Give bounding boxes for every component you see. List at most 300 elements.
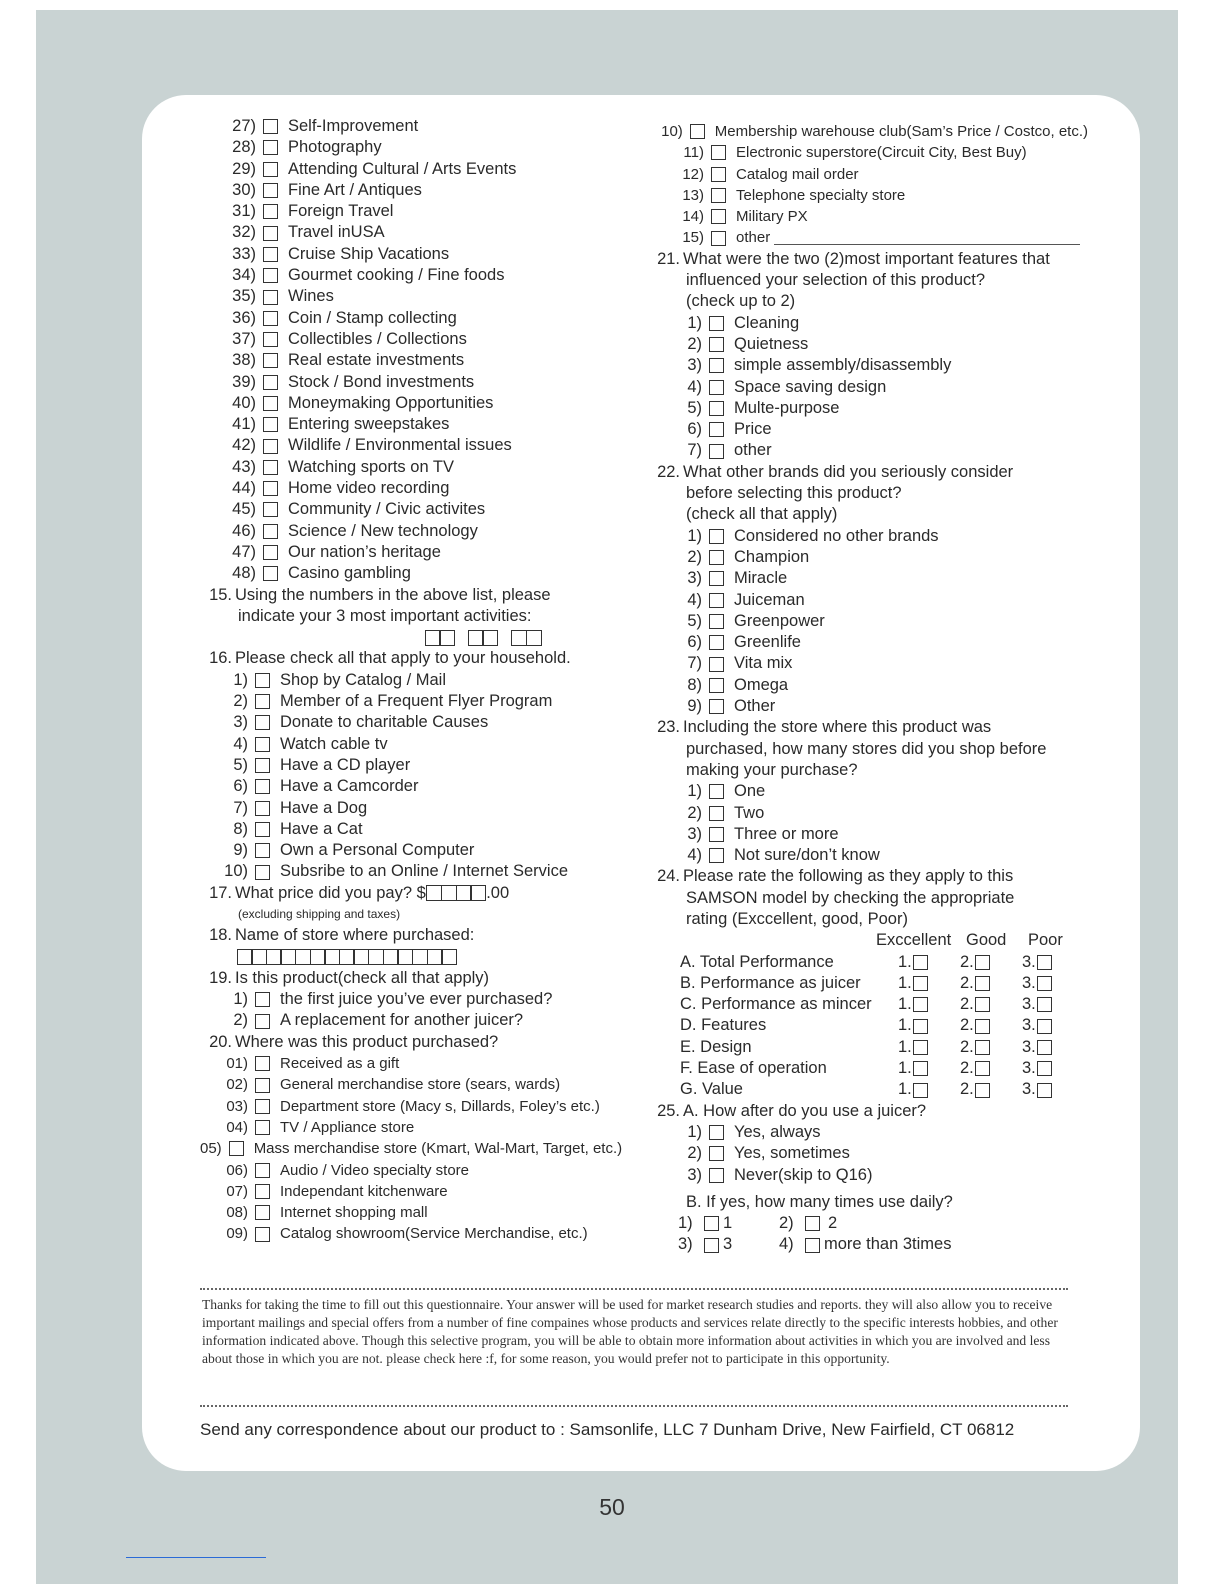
store-name-input[interactable]: [238, 949, 457, 965]
option-number: 04): [226, 1118, 248, 1136]
store-type-option: [648, 227, 1088, 248]
question-text: Including the store where this product was: [683, 718, 992, 737]
feature-checkbox[interactable]: [709, 358, 724, 373]
activity-option: [200, 116, 620, 137]
option-number: 1): [687, 1122, 702, 1141]
activity-checkbox[interactable]: [263, 417, 278, 432]
option-label: Stock / Bond investments: [288, 372, 475, 391]
rating-option-number: 1.: [898, 1080, 912, 1099]
option-number: 2): [687, 1144, 702, 1163]
store-type-checkbox[interactable]: [229, 1141, 244, 1156]
feature-checkbox[interactable]: [709, 316, 724, 331]
option-label: Wines: [288, 287, 334, 306]
option-label: Champion: [734, 547, 810, 566]
price-input[interactable]: [428, 885, 486, 901]
question-number: 23.: [657, 718, 680, 737]
option-number: 4): [687, 590, 702, 609]
divider: [200, 1288, 1068, 1290]
q25b-option-4-checkbox[interactable]: [805, 1238, 820, 1253]
rating-label: G. Value: [680, 1080, 743, 1099]
rating-table: [648, 952, 1088, 1101]
option-number: 38): [232, 351, 256, 370]
usage-checkbox[interactable]: [709, 1146, 724, 1161]
q25b-options-row-2: [648, 1234, 1088, 1255]
brand-checkbox[interactable]: [709, 657, 724, 672]
rating-option: [960, 1037, 1022, 1058]
rating-checkbox[interactable]: [975, 1083, 990, 1098]
rating-checkbox[interactable]: [913, 1019, 928, 1034]
feature-checkbox[interactable]: [709, 422, 724, 437]
option-number: 3): [687, 824, 702, 843]
option-label: Coin / Stamp collecting: [288, 308, 457, 327]
rating-checkbox[interactable]: [1037, 1083, 1052, 1098]
option-number: 7): [687, 441, 702, 460]
activity-checkbox[interactable]: [263, 290, 278, 305]
option-number: 44): [232, 479, 256, 498]
option-number: 28): [232, 138, 256, 157]
activity-rank-2-input[interactable]: [469, 630, 498, 646]
rating-option-number: 2.: [960, 1080, 974, 1099]
option-number: 02): [226, 1076, 248, 1094]
rating-checkbox[interactable]: [1037, 1040, 1052, 1055]
option-number: 1): [687, 782, 702, 801]
household-checkbox[interactable]: [255, 822, 270, 837]
option-label: Have a Cat: [280, 819, 363, 838]
store-type-checkbox[interactable]: [711, 209, 726, 224]
activity-checkbox[interactable]: [263, 460, 278, 475]
activity-option: [200, 499, 620, 520]
activity-checkbox[interactable]: [263, 332, 278, 347]
option-number: 8): [687, 675, 702, 694]
brand-option: [648, 696, 1088, 717]
option-number: 3): [687, 1165, 702, 1184]
rating-header: [648, 930, 1088, 951]
option-number: 31): [232, 202, 256, 221]
option-label: more than 3times: [824, 1235, 952, 1254]
option-number: 39): [232, 372, 256, 391]
household-checkbox[interactable]: [255, 715, 270, 730]
rating-header-good: Good: [966, 931, 1007, 950]
rating-checkbox[interactable]: [913, 1083, 928, 1098]
product-type-option: [200, 1010, 620, 1031]
question-21: [648, 249, 1088, 462]
option-number: 48): [232, 564, 256, 583]
question-number: 17.: [209, 883, 232, 902]
store-count-checkbox[interactable]: [709, 784, 724, 799]
activity-checkbox[interactable]: [263, 396, 278, 411]
activity-checkbox[interactable]: [263, 439, 278, 454]
q25b-options-row-1: [648, 1213, 1088, 1234]
rating-checkbox[interactable]: [1037, 976, 1052, 991]
option-label: Moneymaking Opportunities: [288, 393, 494, 412]
brand-option: [648, 675, 1088, 696]
option-number: 7): [233, 798, 248, 817]
activity-option: [200, 286, 620, 307]
activity-checkbox[interactable]: [263, 247, 278, 262]
other-store-input[interactable]: [774, 232, 1080, 245]
brand-checkbox[interactable]: [709, 529, 724, 544]
option-label: Cleaning: [734, 313, 800, 332]
option-label: Entering sweepstakes: [288, 415, 450, 434]
rating-option-number: 1.: [898, 995, 912, 1014]
rating-checkbox[interactable]: [1037, 955, 1052, 970]
usage-checkbox[interactable]: [709, 1125, 724, 1140]
activity-option: [200, 521, 620, 542]
option-label: Fine Art / Antiques: [288, 180, 422, 199]
page-number: 50: [599, 1494, 625, 1520]
option-number: 15): [682, 229, 704, 247]
option-number: 3): [687, 569, 702, 588]
option-label: Attending Cultural / Arts Events: [288, 159, 517, 178]
rating-checkbox[interactable]: [975, 955, 990, 970]
store-type-checkbox[interactable]: [255, 1184, 270, 1199]
option-label: Casino gambling: [288, 564, 411, 583]
usage-checkbox[interactable]: [709, 1168, 724, 1183]
store-type-checkbox[interactable]: [255, 1099, 270, 1114]
option-label: Two: [734, 803, 765, 822]
activity-checkbox[interactable]: [263, 183, 278, 198]
store-type-option: [648, 185, 1088, 206]
activity-checkbox[interactable]: [263, 566, 278, 581]
rating-option: [1022, 1015, 1084, 1036]
rating-checkbox[interactable]: [1037, 1019, 1052, 1034]
q22-options: [648, 526, 1088, 718]
option-label: A replacement for another juicer?: [280, 1011, 524, 1030]
question-text: Using the numbers in the above list, please: [235, 585, 551, 604]
rating-label: C. Performance as mincer: [680, 995, 872, 1014]
question-number: 18.: [209, 926, 232, 945]
option-label: Received as a gift: [280, 1055, 400, 1073]
option-label: Have a Camcorder: [280, 777, 419, 796]
activity-checkbox[interactable]: [263, 545, 278, 560]
option-label: Gourmet cooking / Fine foods: [288, 266, 505, 285]
product-type-checkbox[interactable]: [255, 1014, 270, 1029]
rating-option: [898, 994, 960, 1015]
store-type-checkbox[interactable]: [255, 1227, 270, 1242]
rating-option: [898, 952, 960, 973]
option-number: 14): [682, 208, 704, 226]
store-count-option: [648, 803, 1088, 824]
rating-checkbox[interactable]: [913, 1040, 928, 1055]
store-type-checkbox[interactable]: [255, 1056, 270, 1071]
option-label: Home video recording: [288, 479, 450, 498]
option-number: 34): [232, 266, 256, 285]
rating-checkbox[interactable]: [1037, 997, 1052, 1012]
rating-checkbox[interactable]: [913, 997, 928, 1012]
feature-option: [648, 313, 1088, 334]
activity-checkbox[interactable]: [263, 524, 278, 539]
brand-checkbox[interactable]: [709, 614, 724, 629]
brand-checkbox[interactable]: [709, 635, 724, 650]
option-number: 7): [687, 654, 702, 673]
question-number: 16.: [209, 649, 232, 668]
brand-checkbox[interactable]: [709, 550, 724, 565]
rating-option-number: 2.: [960, 952, 974, 971]
option-number: 6): [687, 420, 702, 439]
household-option: [200, 734, 620, 755]
store-type-option: [200, 1181, 620, 1202]
brand-checkbox[interactable]: [709, 571, 724, 586]
question-20: [200, 1032, 623, 1245]
rating-checkbox[interactable]: [913, 976, 928, 991]
question-22: [648, 462, 1088, 718]
option-number: 03): [226, 1097, 248, 1115]
option-number: 2): [233, 692, 248, 711]
question-number: 24.: [657, 867, 680, 886]
option-label: Quietness: [734, 334, 809, 353]
option-label: Other: [734, 697, 776, 716]
option-number: 2): [687, 547, 702, 566]
option-label: Electronic superstore(Circuit City, Best Buy): [736, 144, 1027, 162]
option-number: 33): [232, 244, 256, 263]
rating-option-number: 2.: [960, 995, 974, 1014]
activity-checkbox[interactable]: [263, 119, 278, 134]
feature-option: [648, 398, 1088, 419]
option-label: Miracle: [734, 569, 788, 588]
household-checkbox[interactable]: [255, 694, 270, 709]
household-checkbox[interactable]: [255, 737, 270, 752]
option-number: 42): [232, 436, 256, 455]
rating-option-number: 3.: [1022, 995, 1036, 1014]
store-type-checkbox[interactable]: [255, 1078, 270, 1093]
rating-option: [898, 973, 960, 994]
q23-options: [648, 781, 1088, 866]
store-type-option: [200, 1138, 623, 1159]
rating-label: A. Total Performance: [680, 952, 834, 971]
price-note: (excluding shipping and taxes): [238, 906, 401, 921]
rating-checkbox[interactable]: [975, 1061, 990, 1076]
option-label: One: [734, 782, 766, 801]
option-number: 2): [687, 803, 702, 822]
option-label: Telephone specialty store: [736, 186, 906, 204]
activity-checkbox[interactable]: [263, 311, 278, 326]
activities-list: [200, 116, 620, 585]
option-number: 3): [233, 713, 248, 732]
option-label: Own a Personal Computer: [280, 841, 475, 860]
store-type-checkbox[interactable]: [711, 188, 726, 203]
feature-checkbox[interactable]: [709, 401, 724, 416]
contact-address: Send any correspondence about our product to : Samsonlife, LLC 7 Dunham Drive, New Fairfield, CT 06812: [200, 1420, 1015, 1439]
rating-option-number: 2.: [960, 1037, 974, 1056]
activity-option: [200, 563, 620, 584]
rating-checkbox[interactable]: [975, 976, 990, 991]
option-label: Watch cable tv: [280, 734, 388, 753]
feature-checkbox[interactable]: [709, 380, 724, 395]
rating-option-number: 3.: [1022, 1080, 1036, 1099]
store-type-checkbox[interactable]: [711, 145, 726, 160]
option-label: Not sure/don’t know: [734, 846, 880, 865]
right-column: [648, 121, 1088, 1256]
option-number: 1): [678, 1214, 693, 1233]
option-number: 13): [682, 186, 704, 204]
rating-row: [648, 1037, 1088, 1058]
activity-rank-1-input[interactable]: [426, 630, 455, 646]
brand-checkbox[interactable]: [709, 678, 724, 693]
option-number: 4): [687, 846, 702, 865]
store-type-checkbox[interactable]: [711, 231, 726, 246]
store-count-checkbox[interactable]: [709, 848, 724, 863]
rating-row: [648, 994, 1088, 1015]
activity-checkbox[interactable]: [263, 140, 278, 155]
household-option: [200, 776, 620, 797]
store-count-checkbox[interactable]: [709, 827, 724, 842]
feature-checkbox[interactable]: [709, 337, 724, 352]
option-label: 3: [723, 1235, 733, 1254]
brand-option: [648, 632, 1088, 653]
rating-option: [1022, 1037, 1084, 1058]
product-type-checkbox[interactable]: [255, 992, 270, 1007]
link-underline: [126, 1557, 266, 1558]
q25b-option-2-checkbox[interactable]: [805, 1216, 820, 1231]
rating-checkbox[interactable]: [913, 955, 928, 970]
option-label: Internet shopping mall: [280, 1204, 428, 1222]
rating-label: D. Features: [680, 1016, 767, 1035]
store-type-checkbox[interactable]: [711, 167, 726, 182]
q20-options: [200, 1053, 623, 1245]
household-checkbox[interactable]: [255, 673, 270, 688]
option-number: 11): [683, 144, 704, 162]
store-count-checkbox[interactable]: [709, 806, 724, 821]
option-number: 4): [687, 377, 702, 396]
brand-checkbox[interactable]: [709, 699, 724, 714]
option-number: 1): [233, 670, 248, 689]
q16-options: [200, 670, 620, 883]
store-count-option: [648, 824, 1088, 845]
activity-option: [200, 393, 620, 414]
option-number: 4): [233, 734, 248, 753]
option-number: 2): [687, 334, 702, 353]
option-label: Subsribe to an Online / Internet Service: [280, 862, 568, 881]
option-number: 1): [687, 313, 702, 332]
rating-option: [898, 1079, 960, 1100]
store-count-option: [648, 781, 1088, 802]
activity-rank-3-input[interactable]: [512, 630, 541, 646]
feature-option: [648, 334, 1088, 355]
activity-option: [200, 414, 620, 435]
household-option: [200, 691, 620, 712]
store-type-option: [648, 121, 1088, 142]
q25b-option-1-checkbox[interactable]: [704, 1216, 719, 1231]
activity-checkbox[interactable]: [263, 502, 278, 517]
option-label: other: [736, 229, 771, 247]
rating-option-number: 3.: [1022, 973, 1036, 992]
q25b-option-3-checkbox[interactable]: [704, 1238, 719, 1253]
feature-option: [648, 440, 1088, 461]
option-number: 4): [779, 1235, 794, 1254]
brand-checkbox[interactable]: [709, 593, 724, 608]
q20-options-continued: [648, 121, 1088, 249]
household-checkbox[interactable]: [255, 865, 270, 880]
option-label: Audio / Video specialty store: [280, 1161, 470, 1179]
question-text: purchased, how many stores did you shop before: [686, 739, 1047, 758]
store-type-option: [200, 1202, 620, 1223]
household-option: [200, 861, 620, 882]
option-label: Never(skip to Q16): [734, 1165, 873, 1184]
activity-checkbox[interactable]: [263, 226, 278, 241]
question-text: SAMSON model by checking the appropriate: [686, 888, 1015, 907]
household-checkbox[interactable]: [255, 843, 270, 858]
rating-option: [960, 952, 1022, 973]
activity-option: [200, 222, 620, 243]
brand-option: [648, 526, 1088, 547]
question-23: [648, 717, 1088, 866]
store-type-checkbox[interactable]: [690, 124, 705, 139]
household-option: [200, 755, 620, 776]
household-checkbox[interactable]: [255, 779, 270, 794]
store-type-checkbox[interactable]: [255, 1205, 270, 1220]
feature-checkbox[interactable]: [709, 444, 724, 459]
store-type-checkbox[interactable]: [255, 1120, 270, 1135]
store-type-checkbox[interactable]: [255, 1163, 270, 1178]
option-number: 36): [232, 308, 256, 327]
option-label: Juiceman: [734, 590, 805, 609]
question-number: 21.: [657, 249, 680, 268]
option-label: Catalog showroom(Service Merchandise, etc.): [280, 1225, 588, 1243]
option-number: 07): [226, 1182, 248, 1200]
rating-checkbox[interactable]: [975, 1019, 990, 1034]
household-checkbox[interactable]: [255, 758, 270, 773]
option-number: 30): [232, 180, 256, 199]
option-label: Have a CD player: [280, 755, 411, 774]
activity-checkbox[interactable]: [263, 353, 278, 368]
activity-checkbox[interactable]: [263, 204, 278, 219]
rating-checkbox[interactable]: [913, 1061, 928, 1076]
option-number: 47): [232, 542, 256, 561]
store-type-option: [648, 206, 1088, 227]
activity-option: [200, 457, 620, 478]
rating-checkbox[interactable]: [1037, 1061, 1052, 1076]
option-label: the first juice you’ve ever purchased?: [280, 990, 553, 1009]
activity-checkbox[interactable]: [263, 375, 278, 390]
option-label: Foreign Travel: [288, 202, 394, 221]
store-type-option: [200, 1223, 620, 1244]
rating-option: [960, 973, 1022, 994]
store-count-option: [648, 845, 1088, 866]
rating-option-number: 2.: [960, 973, 974, 992]
activity-option: [200, 372, 620, 393]
question-text: What were the two (2)most important features that: [683, 249, 1050, 268]
option-label: Catalog mail order: [736, 165, 859, 183]
rating-row: [648, 973, 1088, 994]
rating-option: [960, 1079, 1022, 1100]
rating-option-number: 3.: [1022, 1059, 1036, 1078]
brand-option: [648, 611, 1088, 632]
rating-label: F. Ease of operation: [680, 1059, 827, 1078]
activity-checkbox[interactable]: [263, 162, 278, 177]
option-number: 9): [687, 697, 702, 716]
activity-checkbox[interactable]: [263, 268, 278, 283]
household-option: [200, 819, 620, 840]
rating-checkbox[interactable]: [975, 1040, 990, 1055]
question-text: before selecting this product?: [686, 484, 902, 503]
rating-option: [960, 994, 1022, 1015]
option-number: 41): [232, 415, 256, 434]
household-checkbox[interactable]: [255, 801, 270, 816]
option-number: 08): [226, 1204, 248, 1222]
question-number: 22.: [657, 462, 680, 481]
option-number: 37): [232, 329, 256, 348]
rating-row: [648, 1015, 1088, 1036]
option-label: Department store (Macy s, Dillards, Foley’s etc.): [280, 1097, 600, 1115]
q19-options: [200, 989, 620, 1032]
option-label: Mass merchandise store (Kmart, Wal-Mart, Target, etc.): [253, 1140, 623, 1158]
option-number: 5): [687, 398, 702, 417]
store-type-option: [648, 142, 1088, 163]
option-number: 06): [226, 1161, 248, 1179]
activity-checkbox[interactable]: [263, 481, 278, 496]
option-number: 10): [224, 862, 248, 881]
rating-checkbox[interactable]: [975, 997, 990, 1012]
